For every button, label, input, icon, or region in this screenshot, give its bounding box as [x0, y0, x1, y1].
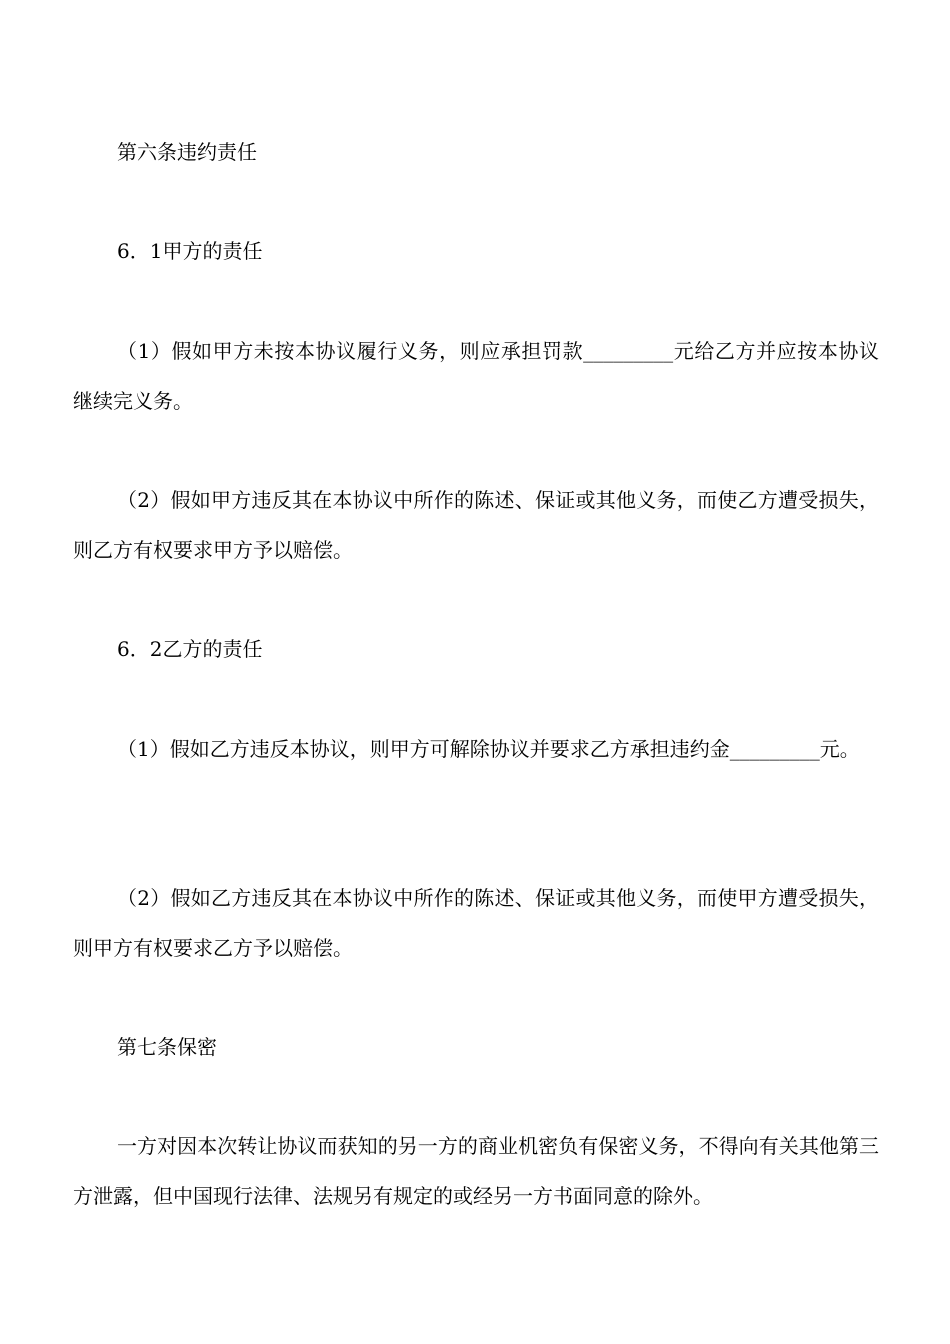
article-6-heading: 第六条违约责任 [117, 140, 257, 164]
article-7-heading: 第七条保密 [117, 1035, 217, 1059]
section-6-1-heading: 6．1甲方的责任 [117, 239, 263, 263]
section-6-1-item-2: （2）假如甲方违反其在本协议中所作的陈述、保证或其他义务，而使乙方遭受损失，则乙方有权要求甲方予以赔偿。 [73, 488, 879, 562]
section-6-1-item-1: （1）假如甲方未按本协议履行义务，则应承担罚款_________元给乙方并应按本协议继续完义务。 [73, 339, 879, 413]
section-6-2-item-2: （2）假如乙方违反其在本协议中所作的陈述、保证或其他义务，而使甲方遭受损失，则甲方有权要求乙方予以赔偿。 [73, 886, 879, 960]
section-6-2-item-1: （1）假如乙方违反本协议，则甲方可解除协议并要求乙方承担违约金_________元。 [117, 737, 860, 761]
article-7-body: 一方对因本次转让协议而获知的另一方的商业机密负有保密义务，不得向有关其他第三方泄露，但中国现行法律、法规另有规定的或经另一方书面同意的除外。 [73, 1134, 879, 1208]
section-6-2-heading: 6．2乙方的责任 [117, 637, 263, 661]
